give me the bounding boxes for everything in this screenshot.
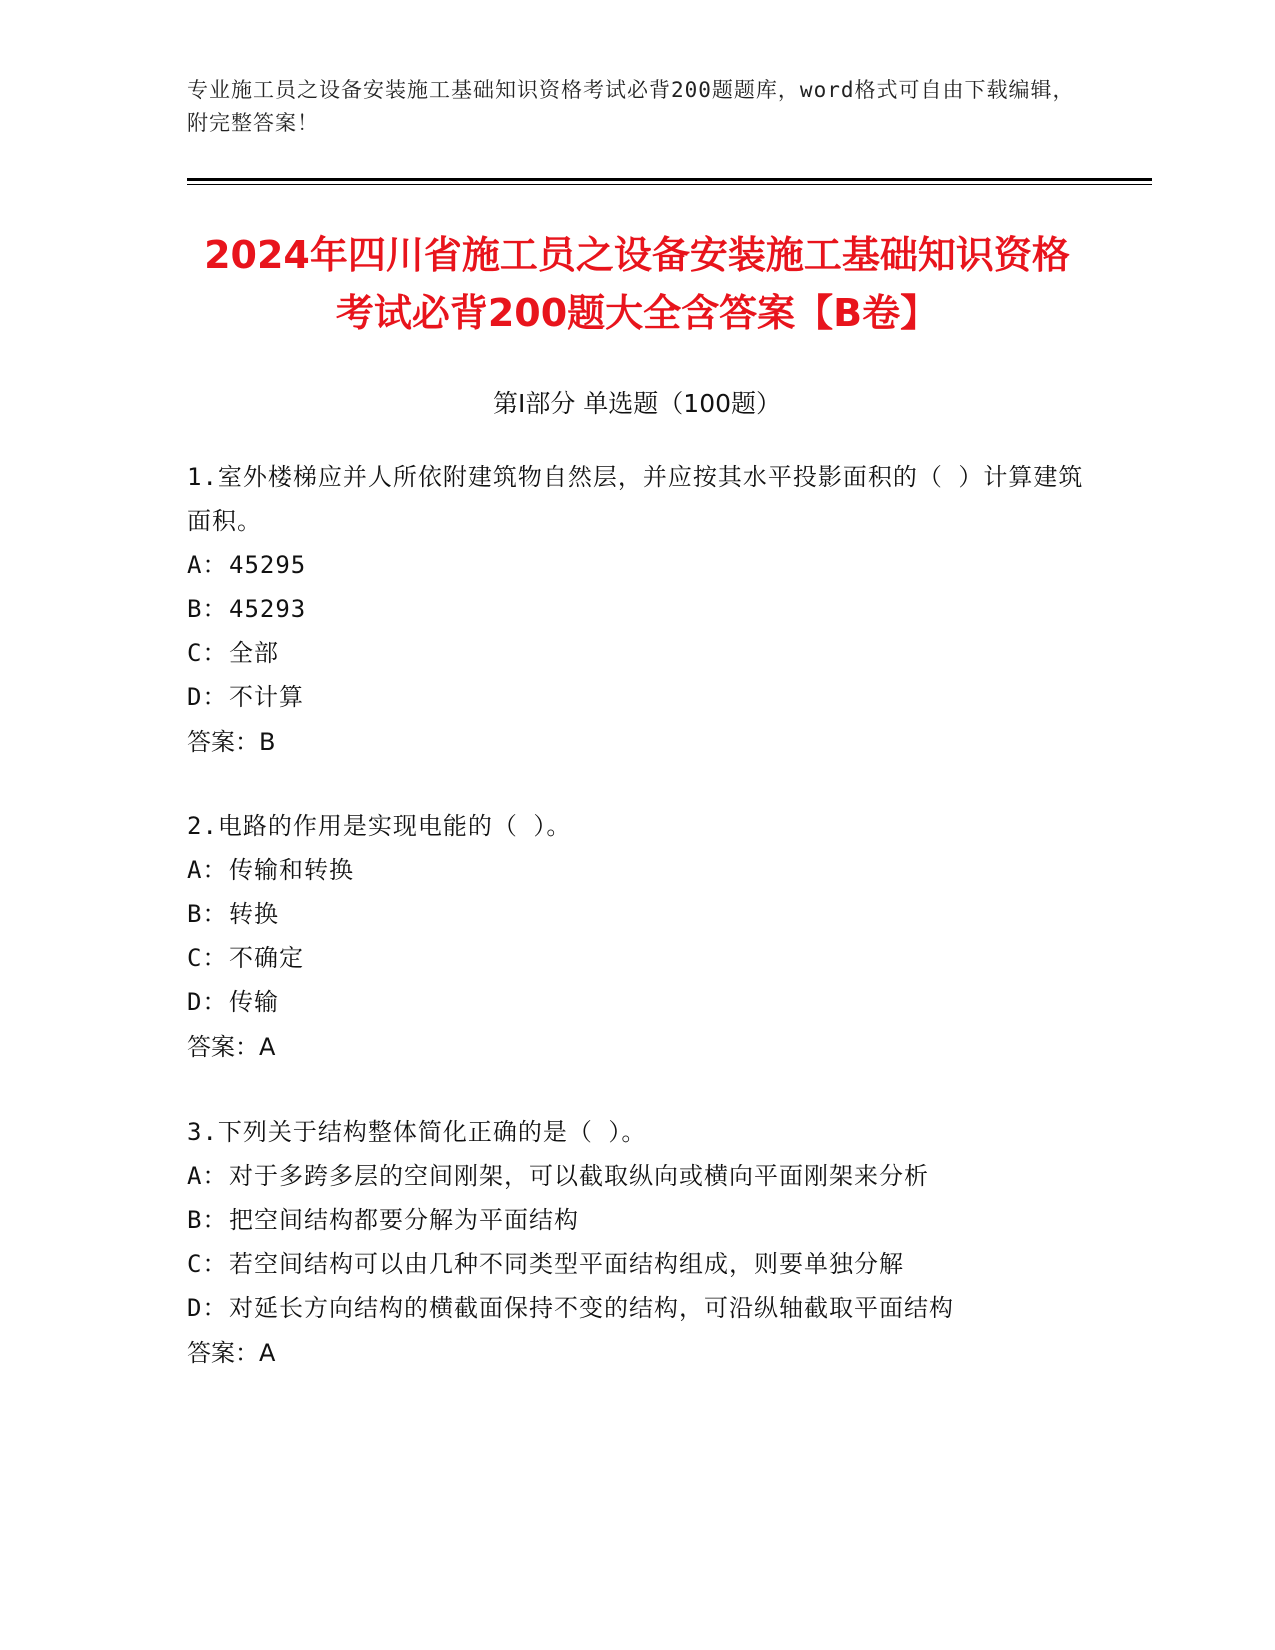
option-label: C： bbox=[187, 639, 228, 667]
question-stem: 1.室外楼梯应并人所依附建筑物自然层，并应按其水平投影面积的（ ）计算建筑面积。 bbox=[187, 463, 1084, 535]
answer-line: 答案：B bbox=[187, 728, 276, 756]
answer-line: 答案：A bbox=[187, 1339, 276, 1367]
option-text: 全部 bbox=[229, 639, 279, 667]
option-d bbox=[187, 675, 1087, 719]
option-label: C： bbox=[187, 1250, 228, 1278]
header-rule-thin bbox=[187, 184, 1152, 185]
option-label: B： bbox=[187, 900, 228, 928]
option-label: D： bbox=[187, 683, 228, 711]
option-text: 把空间结构都要分解为平面结构 bbox=[229, 1206, 579, 1234]
option-text: 45295 bbox=[229, 551, 307, 579]
option-label: A： bbox=[187, 1162, 228, 1190]
question-3 bbox=[187, 1110, 1087, 1376]
option-label: C： bbox=[187, 944, 228, 972]
option-text: 传输 bbox=[229, 988, 279, 1016]
option-label: A： bbox=[187, 856, 228, 884]
option-a bbox=[187, 848, 1087, 892]
section-heading: 第I部分 单选题（100题） bbox=[492, 389, 782, 418]
header-note: 专业施工员之设备安装施工基础知识资格考试必背200题题库，word格式可自由下载编辑，附完整答案！ bbox=[187, 78, 1075, 135]
option-text: 转换 bbox=[229, 900, 279, 928]
option-text: 若空间结构可以由几种不同类型平面结构组成，则要单独分解 bbox=[229, 1250, 904, 1278]
option-c bbox=[187, 936, 1087, 980]
question-stem: 3.下列关于结构整体简化正确的是（ ）。 bbox=[187, 1118, 647, 1146]
header-rule-thick bbox=[187, 178, 1152, 181]
option-c bbox=[187, 631, 1087, 675]
option-c bbox=[187, 1242, 1087, 1286]
option-d bbox=[187, 1286, 1087, 1330]
option-label: B： bbox=[187, 595, 228, 623]
option-b bbox=[187, 587, 1087, 631]
option-label: A： bbox=[187, 551, 228, 579]
question-stem: 2.电路的作用是实现电能的（ ）。 bbox=[187, 812, 572, 840]
option-text: 传输和转换 bbox=[229, 856, 354, 884]
option-b bbox=[187, 1198, 1087, 1242]
document-title: 2024年四川省施工员之设备安装施工基础知识资格考试必背200题大全含答案【B卷】 bbox=[204, 233, 1070, 335]
option-a bbox=[187, 543, 1087, 587]
question-2 bbox=[187, 804, 1087, 1070]
option-label: D： bbox=[187, 988, 228, 1016]
option-text: 对于多跨多层的空间刚架，可以截取纵向或横向平面刚架来分析 bbox=[229, 1162, 929, 1190]
option-text: 不计算 bbox=[229, 683, 304, 711]
option-label: B： bbox=[187, 1206, 228, 1234]
option-d bbox=[187, 980, 1087, 1024]
question-1 bbox=[187, 455, 1087, 765]
option-b bbox=[187, 892, 1087, 936]
option-text: 对延长方向结构的横截面保持不变的结构，可沿纵轴截取平面结构 bbox=[229, 1294, 954, 1322]
answer-line: 答案：A bbox=[187, 1033, 276, 1061]
option-a bbox=[187, 1154, 1087, 1198]
option-text: 不确定 bbox=[229, 944, 304, 972]
option-text: 45293 bbox=[229, 595, 307, 623]
option-label: D： bbox=[187, 1294, 228, 1322]
